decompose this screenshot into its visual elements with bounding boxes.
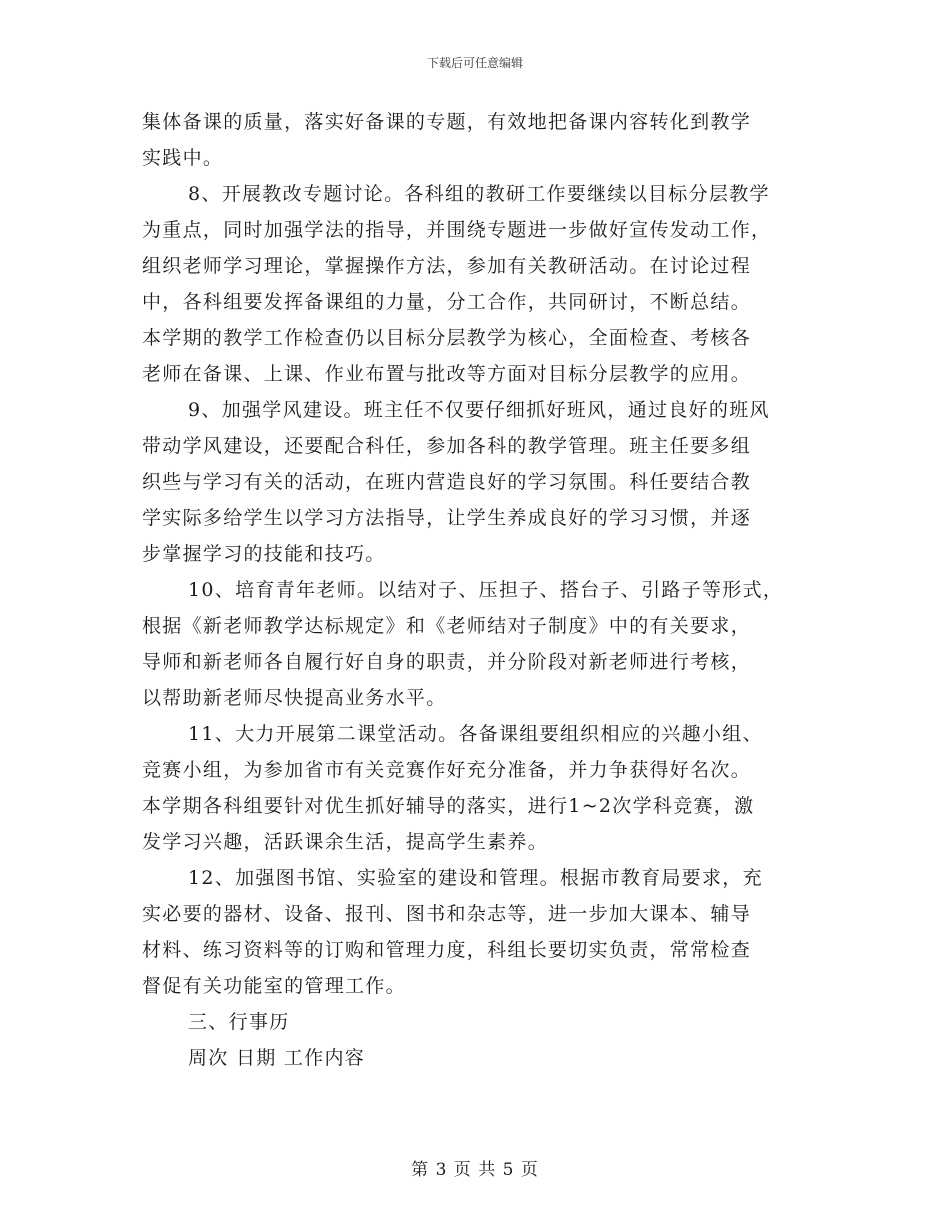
text-line: 集体备课的质量，落实好备课的专题，有效地把备课内容转化到教学 xyxy=(142,111,752,133)
text-line: 中，各科组要发挥备课组的力量，分工合作，共同研讨，不断总结。 xyxy=(142,291,752,313)
text-line: 8、开展教改专题讨论。各科组的教研工作要继续以目标分层教学 xyxy=(188,183,770,205)
text-line: 带动学风建设，还要配合科任，参加各科的教学管理。班主任要多组 xyxy=(142,435,752,457)
text-line: 学实际多给学生以学习方法指导，让学生养成良好的学习习惯，并逐 xyxy=(142,507,752,529)
text-line: 老师在备课、上课、作业布置与批改等方面对目标分层教学的应用。 xyxy=(142,363,752,385)
text-line: 三、行事历 xyxy=(188,1011,290,1033)
text-line: 10、培育青年老师。以结对子、压担子、搭台子、引路子等形式， xyxy=(188,579,784,601)
text-line: 12、加强图书馆、实验室的建设和管理。根据市教育局要求，充 xyxy=(188,867,763,889)
text-line: 督促有关功能室的管理工作。 xyxy=(142,975,406,997)
document-body xyxy=(142,104,822,1076)
text-line: 竞赛小组，为参加省市有关竞赛作好充分准备，并力争获得好名次。 xyxy=(142,759,752,781)
page-header: 下载后可任意编辑 xyxy=(426,56,523,70)
text-line: 实践中。 xyxy=(142,147,224,169)
text-line: 为重点，同时加强学法的指导，并围绕专题进一步做好宣传发动工作， xyxy=(142,219,772,241)
text-line: 周次 日期 工作内容 xyxy=(188,1047,366,1069)
text-line: 织些与学习有关的活动，在班内营造良好的学习氛围。科任要结合教 xyxy=(142,471,752,493)
text-line: 本学期各科组要针对优生抓好辅导的落实，进行1~2次学科竞赛，激 xyxy=(142,795,755,817)
text-line: 本学期的教学工作检查仍以目标分层教学为核心，全面检查、考核各 xyxy=(142,327,752,349)
text-line: 以帮助新老师尽快提高业务水平。 xyxy=(142,687,447,709)
page-footer: 第 3 页 共 5 页 xyxy=(411,1160,539,1180)
text-line: 材料、练习资料等的订购和管理力度，科组长要切实负责，常常检查 xyxy=(142,939,752,961)
text-line: 导师和新老师各自履行好自身的职责，并分阶段对新老师进行考核， xyxy=(142,651,752,673)
text-line: 发学习兴趣，活跃课余生活，提高学生素养。 xyxy=(142,831,549,853)
text-line: 组织老师学习理论，掌握操作方法，参加有关教研活动。在讨论过程 xyxy=(142,255,752,277)
text-line: 11、大力开展第二课堂活动。各备课组要组织相应的兴趣小组、 xyxy=(188,723,763,745)
text-line: 9、加强学风建设。班主任不仅要仔细抓好班风，通过良好的班风 xyxy=(188,399,770,421)
text-line: 实必要的器材、设备、报刊、图书和杂志等，进一步加大课本、辅导 xyxy=(142,903,752,925)
text-line: 步掌握学习的技能和技巧。 xyxy=(142,543,386,565)
text-line: 根据《新老师教学达标规定》和《老师结对子制度》中的有关要求， xyxy=(142,615,752,637)
